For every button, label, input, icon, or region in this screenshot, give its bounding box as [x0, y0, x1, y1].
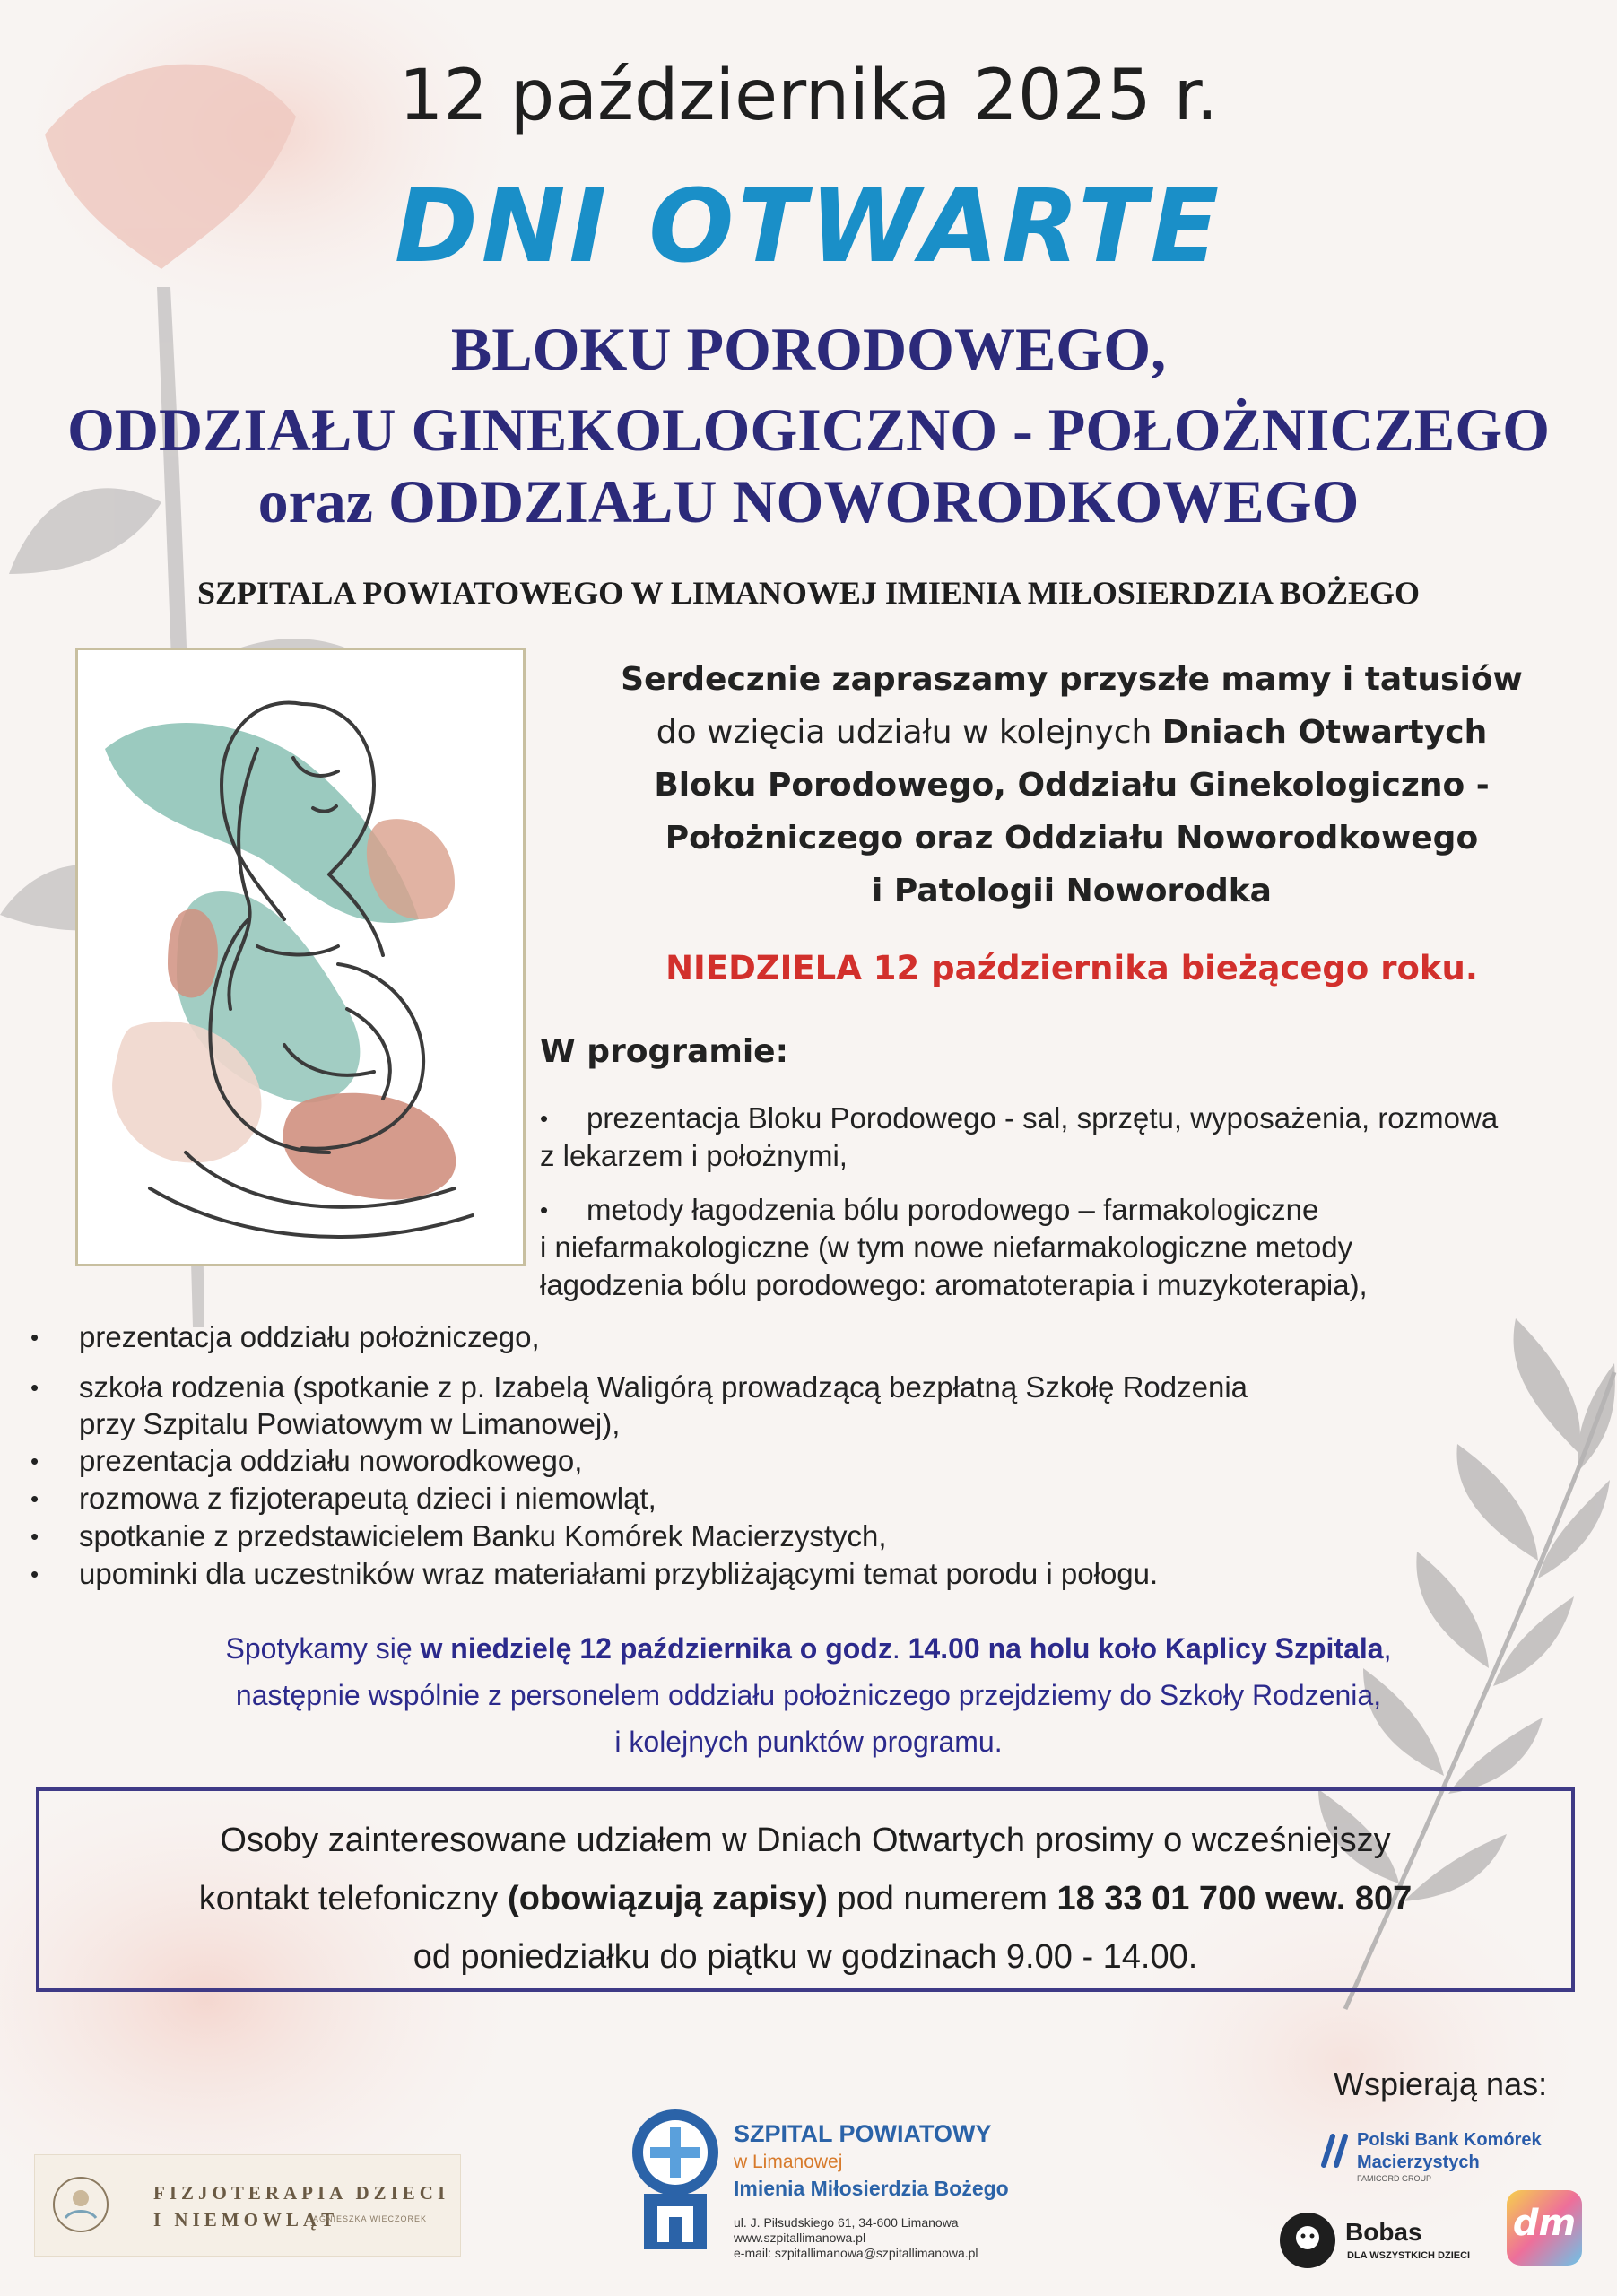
meeting-line-1	[0, 1625, 1617, 1672]
fizjo-line-1: FIZJOTERAPIA DZIECI	[153, 2182, 450, 2204]
phone-number: 18 33 01 700 wew. 807	[1056, 1880, 1413, 1918]
pbkm-name-line-1: Polski Bank Komórek	[1357, 2130, 1542, 2150]
title-line-2: ODDZIAŁU GINEKOLOGICZNO - POŁOŻNICZEGO	[66, 396, 1551, 464]
pregnant-woman-illustration	[75, 648, 526, 1266]
hospital-name: SZPITALA POWIATOWEGO W LIMANOWEJ IMIENIA MIŁOSIERDZIA BOŻEGO	[197, 575, 1420, 611]
bullet: •	[30, 1523, 39, 1550]
bobas-icon	[1278, 2211, 1337, 2270]
pbkm-group: FAMICORD GROUP	[1357, 2174, 1432, 2183]
dm-logo-text: dm	[1512, 2203, 1577, 2244]
intro-line-2	[574, 706, 1569, 759]
program-item-2-line-3: łagodzenia bólu porodowego: aromatoterapia i muzykoterapia),	[540, 1268, 1368, 1301]
contact-text-c: pod numerem	[827, 1880, 1057, 1918]
contact-text	[36, 1812, 1575, 1987]
contact-text-a: kontakt telefoniczny	[198, 1880, 509, 1918]
fizjoterapia-logo	[34, 2154, 461, 2257]
title-line-3: oraz ODDZIAŁU NOWORODKOWEGO	[257, 467, 1360, 535]
invitation-text	[574, 653, 1569, 918]
bullet: •	[30, 1485, 39, 1512]
pbkm-name-line-2: Macierzystych	[1357, 2152, 1480, 2172]
bobas-logo-text: Bobas	[1345, 2218, 1422, 2246]
meeting-text-b: w niedzielę 12 października o godz	[420, 1632, 892, 1665]
hospital-logo-location: w Limanowej	[734, 2152, 843, 2172]
program-item-2-line-1: metody łagodzenia bólu porodowego – farmakologiczne	[587, 1193, 1319, 1226]
meeting-text-e: ,	[1383, 1632, 1392, 1665]
hospital-address: ul. J. Piłsudskiego 61, 34-600 Limanowa	[734, 2215, 959, 2230]
meeting-text-d: 14.00 na holu koło Kaplicy Szpitala	[908, 1632, 1384, 1665]
baby-icon	[49, 2173, 112, 2236]
bullet: •	[30, 1374, 39, 1401]
meeting-text-a: Spotykamy się	[225, 1632, 421, 1665]
hospital-emblem-icon	[626, 2108, 725, 2251]
bullet: •	[540, 1196, 549, 1223]
contact-line-1: Osoby zainteresowane udziałem w Dniach Otwartych prosimy o wcześniejszy	[220, 1822, 1391, 1859]
hospital-email: e-mail: szpitallimanowa@szpitallimanowa.pl	[734, 2246, 978, 2260]
title-line-1: BLOKU PORODOWEGO,	[450, 315, 1167, 383]
program-item-6: rozmowa z fizjoterapeutą dzieci i niemowląt,	[79, 1482, 656, 1515]
program-item-1-line-1: prezentacja Bloku Porodowego - sal, sprzętu, wyposażenia, rozmowa	[587, 1101, 1499, 1135]
highlight-date: NIEDZIELA 12 października bieżącego roku.	[665, 949, 1478, 987]
fizjo-owner: AGNIESZKA WIECZOREK	[313, 2214, 428, 2223]
headline: DNI OTWARTE	[394, 169, 1223, 285]
contact-line-3: od poniedziałku do piątku w godzinach 9.00 - 14.00.	[413, 1938, 1198, 1976]
bullet: •	[540, 1105, 549, 1132]
bobas-tagline: DLA WSZYSTKICH DZIECI	[1347, 2250, 1471, 2261]
hospital-logo-name: Imienia Miłosierdzia Bożego	[734, 2177, 1009, 2200]
intro-line-1: Serdecznie zapraszamy przyszłe mamy i tatusiów	[621, 661, 1523, 698]
intro-line-2-bold: Dniach Otwartych	[1161, 714, 1488, 751]
meeting-line-3: i kolejnych punktów programu.	[614, 1726, 1003, 1758]
program-item-8: upominki dla uczestników wraz materiałami przybliżającymi temat porodu i połogu.	[79, 1557, 1159, 1590]
fizjo-line-2: I NIEMOWLĄT	[153, 2209, 339, 2231]
event-date: 12 października 2025 r.	[398, 56, 1219, 136]
program-item-7: spotkanie z przedstawicielem Banku Komórek Macierzystych,	[79, 1519, 887, 1552]
bullet: •	[30, 1324, 39, 1351]
bullet: •	[30, 1448, 39, 1474]
program-item-5: prezentacja oddziału noworodkowego,	[79, 1444, 583, 1477]
contact-text-b: (obowiązują zapisy)	[508, 1880, 828, 1918]
program-item-4-line-1: szkoła rodzenia (spotkanie z p. Izabelą Waligórą prowadzącą bezpłatną Szkołę Rodzenia	[79, 1370, 1248, 1404]
supporters-label: Wspierają nas:	[1334, 2066, 1548, 2102]
intro-line-4: Położniczego oraz Oddziału Noworodkowego	[665, 820, 1479, 857]
program-heading: W programie:	[540, 1033, 788, 1070]
contact-line-2	[36, 1870, 1575, 1928]
hospital-website: www.szpitallimanowa.pl	[734, 2231, 866, 2245]
meeting-info	[0, 1625, 1617, 1765]
intro-line-3: Bloku Porodowego, Oddziału Ginekologiczno -	[654, 767, 1490, 804]
meeting-line-2: następnie wspólnie z personelem oddziału położniczego przejdziemy do Szkoły Rodzenia,	[235, 1679, 1382, 1711]
bullet: •	[30, 1561, 39, 1587]
program-item-4-line-2: przy Szpitalu Powiatowym w Limanowej),	[79, 1407, 621, 1440]
meeting-text-c: .	[891, 1632, 908, 1665]
pbkm-icon	[1318, 2133, 1352, 2169]
hospital-logo-title: SZPITAL POWIATOWY	[734, 2120, 992, 2147]
program-item-1-line-2: z lekarzem i położnymi,	[540, 1139, 848, 1172]
intro-line-5: i Patologii Noworodka	[872, 873, 1272, 909]
program-item-2-line-2: i niefarmakologiczne (w tym nowe niefarmakologiczne metody	[540, 1231, 1353, 1264]
intro-line-2-normal: do wzięcia udziału w kolejnych	[656, 714, 1162, 751]
program-item-3: prezentacja oddziału położniczego,	[79, 1320, 540, 1353]
